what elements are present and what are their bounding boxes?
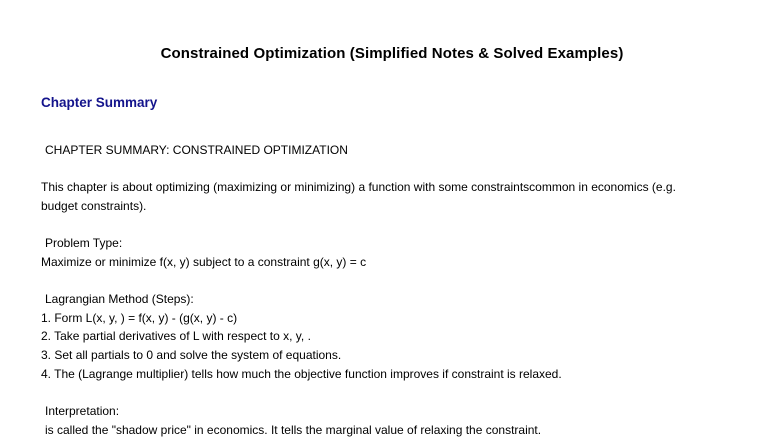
lagrangian-heading: Lagrangian Method (Steps):	[45, 292, 194, 306]
lagrangian-step-2: 2. Take partial derivatives of L with respect to x, y, .	[41, 329, 311, 343]
document-title: Constrained Optimization (Simplified Notes & Solved Examples)	[160, 45, 624, 62]
lagrangian-step-4: 4. The (Lagrange multiplier) tells how much the objective function improves if constraint is relaxed.	[41, 367, 562, 381]
intro-line-1: This chapter is about optimizing (maximizing or minimizing) a function with some constraintscommon in economics (e.g.	[41, 180, 676, 194]
interpretation-text: is called the "shadow price" in economics. It tells the marginal value of relaxing the constraint.	[45, 423, 542, 437]
lagrangian-step-1: 1. Form L(x, y, ) = f(x, y) - (g(x, y) - c)	[41, 311, 238, 325]
problem-type-text: Maximize or minimize f(x, y) subject to a constraint g(x, y) = c	[41, 255, 367, 269]
interpretation-heading: Interpretation:	[45, 404, 120, 418]
lagrangian-step-3: 3. Set all partials to 0 and solve the system of equations.	[41, 348, 342, 362]
summary-heading: CHAPTER SUMMARY: CONSTRAINED OPTIMIZATION	[45, 143, 348, 157]
section-heading-chapter-summary: Chapter Summary	[41, 95, 158, 110]
intro-line-2: budget constraints).	[41, 199, 147, 213]
problem-type-heading: Problem Type:	[45, 236, 123, 250]
